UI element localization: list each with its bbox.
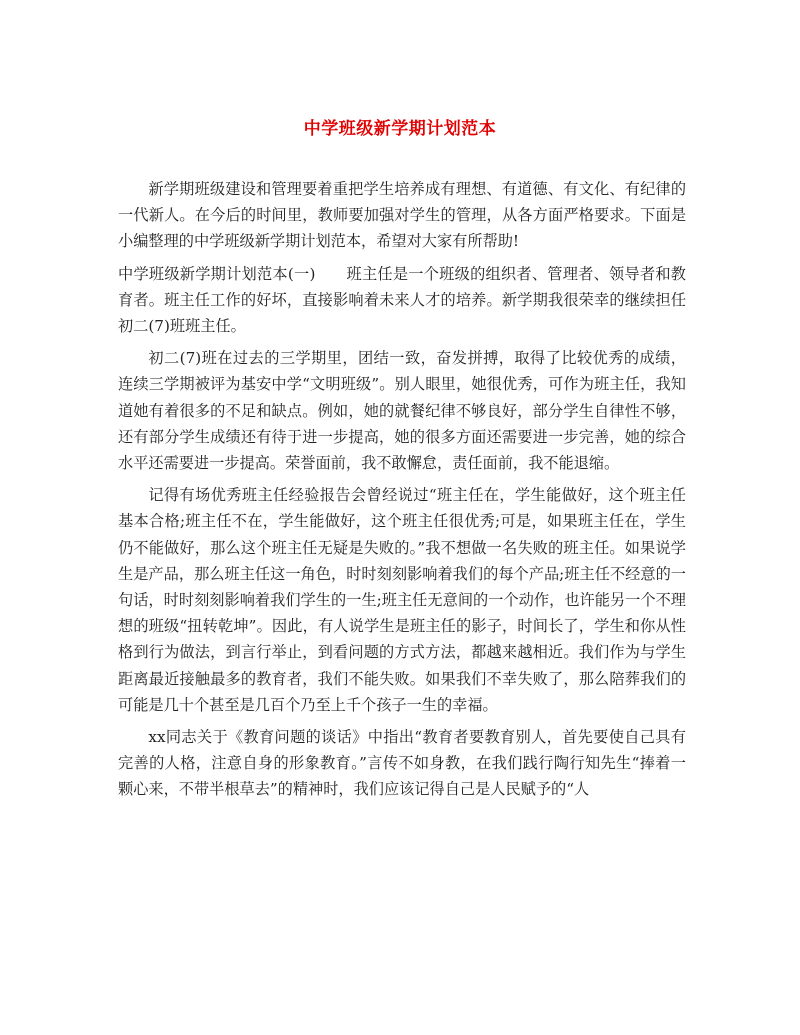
paragraph-plan-one: 中学班级新学期计划范本(一) 班主任是一个班级的组织者、管理者、领导者和教育者。班主任工作的好坏，直接影响着未来人才的培养。新学期我很荣幸的继续担任初二(7)班班主任。: [118, 264, 686, 336]
paragraph-class-history: 初二(7)班在过去的三学期里，团结一致，奋发拼搏，取得了比较优秀的成绩，连续三学期被评为基安中学“文明班级”。别人眼里，她很优秀，可作为班主任，我知道她有着很多的不足和缺点。例如，她的就餐纪律不够良好，部分学生自律性不够，还有部分学生成绩还有待于进一步提高，她的很多方面还需要进一步完善，她的综合水平还需要进一步提高。荣誉面前，我不敢懈怠，责任面前，我不能退缩。: [118, 349, 686, 473]
paragraph-intro: 新学期班级建设和管理要着重把学生培养成有理想、有道德、有文化、有纪律的一代新人。在今后的时间里，教师要加强对学生的管理，从各方面严格要求。下面是小编整理的中学班级新学期计划范本，希望对大家有所帮助!: [118, 180, 686, 251]
document-body: [118, 176, 686, 809]
document-title: 中学班级新学期计划范本: [303, 119, 497, 139]
paragraph-experience-report: 记得有场优秀班主任经验报告会曾经说过“班主任在，学生能做好，这个班主任基本合格;班主任不在，学生能做好，这个班主任很优秀;可是，如果班主任在，学生仍不能做好，那么这个班主任无疑是失败的。”我不想做一名失败的班主任。如果说学生是产品，那么班主任这一角色，时时刻刻影响着我们的每个产品;班主任不经意的一句话，时时刻刻影响着我们学生的一生;班主任无意间的一个动作，也许能另一个不理想的班级“扭转乾坤”。因此，有人说学生是班主任的影子，时间长了，学生和你从性格到行为做法，到言行举止，到看问题的方式方法，都越来越相近。我们作为与学生距离最近接触最多的教育者，我们不能失败。如果我们不幸失败了，那么陪葬我们的可能是几十个甚至是几百个乃至上千个孩子一生的幸福。: [118, 486, 686, 714]
paragraph-education-talk: xx同志关于《教育问题的谈话》中指出“教育者要教育别人，首先要使自己具有完善的人格，注意自身的形象教育。”言传不如身教，在我们践行陶行知先生“捧着一颗心来，不带半根草去”的精神时，我们应该记得自己是人民赋予的“人: [118, 728, 686, 799]
